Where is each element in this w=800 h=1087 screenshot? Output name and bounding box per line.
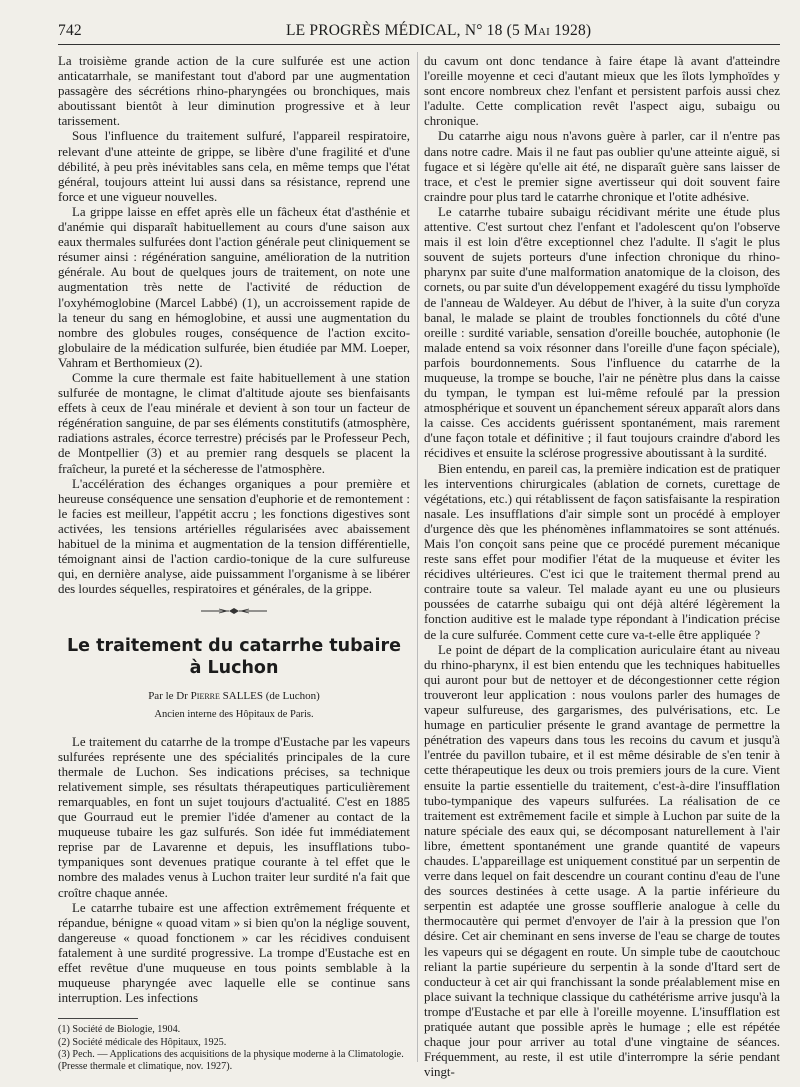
section-ornament [58,605,410,615]
article-title [58,635,410,679]
paragraph: Le catarrhe tubaire subaigu récidivant mérite une étude plus attentive. C'est surtout chez l'enfant et l'adolescent qu'on l'observe mais il est loin d'être exceptionnel chez l'adulte. Il s'agit le plus souvent de sujets porteurs d'une infection chronique du rhino-pharynx par suite d'une malformation anatomique de la cloison, des cornets, ou par suite d'un développement exagéré du tissu lymphoïde de l'anneau de Waldeyer. Au début de l'hiver, à la suite d'un coryza banal, le malade se plaint de troubles fonctionnels du côté d'une oreille : surdité variable, sensation d'oreille bouchée, autophonie (le malade entend sa voix résonner dans l'oreille d'une façon spéciale), parfois bourdonnements. Sous l'influence du catarrhe de la muqueuse, la trompe se bouche, l'air ne pénètre plus dans la caisse du tympan, le tympan est lui-même refoulé par la pression atmosphérique et souvent un épanchement séreux apparaît alors dans la caisse. Ces accidents guérissent spontanément, mais rarement d'une façon totale et définitive ; il faut toujours craindre d'abord les récidives et ensuite la sclérose progressive aboutissant à la surdité. [424,204,780,461]
footnote: (2) Société médicale des Hôpitaux, 1925. [58,1036,227,1048]
paragraph: Sous l'influence du traitement sulfuré, l'appareil respiratoire, relevant d'une atteinte de grippe, se libère d'une fragilité et d'une débilité, à peu près inévitables sans cela, en même temps que l'état général, toujours atteint lui aussi dans sa résistance, reprend une force et une vigueur nouvelles. [58,129,410,204]
page-number: 742 [58,22,82,39]
paragraph: La grippe laisse en effet après elle un fâcheux état d'asthénie et d'anémie qui disparaît habituellement au cours d'une saison aux eaux thermales sulfurées dont l'action générale peut cliniquement se résumer ainsi : régénération sanguine, amélioration de la nutrition générale. Au bout de quelques jours de traitement, on note une augmentation très nette de l'activité de réduction de l'oxyhémoglobine (Marcel Labbé) (1), un accroissement rapide de la teneur du sang en hémoglobine, et aussi une augmentation du nombre des globules rouges, conséquence de l'action excito-globulaire de la médication sulfurée, bien étudiée par MM. Loeper, Vahram et Berthomieux (2). [58,204,410,370]
footnotes [58,1024,410,1074]
paragraph: L'accélération des échanges organiques a pour première et heureuse conséquence une sensation d'euphorie et de remontement : le facies est meilleur, l'appétit accru ; les fonctions digestives sont activées, les tensions artérielles régularisées avec abaissement habituel de la minima et augmentation de la tension différentielle, témoignant ainsi de l'action cardio-tonique de la cure sulfureuse qui, en dernière analyse, aide puissamment l'organisme à se libérer des lourdes séquelles, respiratoires et générales, de la grippe. [58,476,410,597]
page-header [58,22,780,44]
byline-suffix: (de Luchon) [265,690,320,703]
article-title-line2: à Luchon [189,658,279,679]
right-column [424,54,780,1080]
author-affiliation: Ancien interne des Hôpitaux de Paris. [154,709,314,721]
left-column [58,54,410,1074]
paragraph: du cavum ont donc tendance à faire étape là avant d'atteindre l'oreille moyenne et ceci d'autant mieux que les îlots lymphoïdes y sont encore nombreux chez l'enfant et persistent parfois aussi chez l'adulte. Cette complication revêt l'aspect aigu, subaigu ou chronique. [424,54,780,129]
footnote-rule [58,1018,138,1019]
paragraph: Le point de départ de la complication auriculaire étant au niveau du rhino-pharynx, il est bien entendu que les techniques habituelles qui auront pour but de nettoyer et de décongestionner cette région trouveront leur application : nous voulons parler des humages de vapeur sulfureuse, des gargarismes, des pulvérisations, etc. Le humage en particulier présente le grand avantage de permettre la pénétration des vapeurs dans tous les recoins du cavum et jusqu'à l'entrée du pavillon tubaire, et il est même désirable de s'en tenir à cette thérapeutique les deux ou trois premiers jours de la cure. Vient ensuite la partie essentielle du traitement, c'est-à-dire l'insufflation tubo-tympanique des vapeurs sulfurées. La réalisation de ce traitement est extrêmement facile et simple à Luchon par suite de la nature spéciale des eaux qui, se décomposant naturellement à l'air libre, émettent spontanément une grande quantité de vapeurs chaudes. L'appareillage est uniquement constitué par un serpentin de verre dans lequel on fait descendre un courant continu d'eau de l'une des sources destinées à cette usage. A la partie inférieure du serpentin est adaptée une grosse soufflerie analogue à celle du thermocautère qui permet d'envoyer de l'air à la pression que l'on désire. Cet air cheminant en sens inverse de l'eau se charge de toutes les vapeurs qui se dégagent en route. Un simple tube de caoutchouc reliant la partie supérieure du serpentin à la sonde d'Itard sert de conducteur à cet air qui franchissant la sonde préalablement mise en place suivant la technique classique du cathétérisme arrive jusqu'à la trompe d'Eustache et par elle à l'oreille moyenne. L'insufflation est pratiquée autant que possible après le humage ; elle est répétée chaque jour pour arriver au total d'une vingtaine de séances. Fréquemment, au reste, il est utile d'interrompre la série pendant vingt- [424,642,780,1080]
footnote: (3) Pech. — Applications des acquisitions de la physique moderne à la Climatologie. (Presse thermale et climatique, nov. 1927). [58,1049,404,1073]
paragraph: Le traitement du catarrhe de la trompe d'Eustache par les vapeurs sulfurées représente une des spécialités principales de la cure thermale de Luchon. Ses indications précises, sa technique relativement simple, ses résultats thérapeutiques particulièrement remarquables, en font un sujet toujours d'actualité. C'est en 1885 que Gourraud eut le premier l'idée d'amener au contact de la muqueuse tubaire les gaz sulfurés. Son idée fut immédiatement reprise par de Lavarenne et depuis, les insufflations tubo-tympaniques sont devenues pratique courante à tel effet que le nombre des malades venus à Luchon traiter leur surdité n'a fait que croître chaque année. [58,734,410,900]
paragraph: Du catarrhe aigu nous n'avons guère à parler, car il n'entre pas dans notre cadre. Mais il ne faut pas oublier qu'une atteinte aiguë, si fugace et si légère qu'elle ait été, ne disparaît guère sans laisser de trace, et c'est le premier signe avertisseur qui doit souvent faire craindre pour plus tard le catarrhe chronique et l'otite adhésive. [424,129,780,204]
paragraph: La troisième grande action de la cure sulfurée est une action anticatarrhale, se manifestant tout d'abord par une augmentation passagère des sécrétions rhino-pharyngées ou bronchiques, mais aboutissant bientôt à leur diminution progressive et à leur tarissement. [58,54,410,129]
running-title: LE PROGRÈS MÉDICAL, N° 18 (5 Mai 1928) [286,22,592,39]
ornament-flourish-icon [199,606,269,616]
byline [58,689,410,704]
byline-prefix: Par le Dr [148,690,188,703]
paragraph: Le catarrhe tubaire est une affection extrêmement fréquente et répandue, bénigne « quoad vitam » si bien qu'on la néglige souvent, dangereuse « quoad fonctionem » car les récidives conduisent fatalement à une surdité progressive. La trompe d'Eustache est en effet revêtue d'une muqueuse en tous points semblable à la muqueuse pharyngée avec laquelle elle se continue sans interruption. Les infections [58,900,410,1006]
author-name: Pierre SALLES [190,690,263,703]
paragraph: Bien entendu, en pareil cas, la première indication est de pratiquer les interventions chirurgicales (ablation de cornets, curettage de végétations, etc.) qui rétablissent de façon satisfaisante la respiration nasale. Les insufflations d'air simple sont un procédé à employer d'urgence dès que les phénomènes inflammatoires se sont atténués. Mais l'on conçoit sans peine que ce procédé purement mécanique reste sans effet pour modifier l'état de la muqueuse et éviter les récidives ultérieures. C'est ici que le traitement thermal prend au contraire toute sa valeur. Tel malade ayant eu une ou plusieurs poussées de catarrhe subaigu qui ont déjà altéré légèrement la fonction auditive est le malade type répondant à l'indication précise de la cure sulfurée. Comment cette cure va-t-elle être appliquée ? [424,461,780,642]
header-rule [58,44,780,45]
article-title-line1: Le traitement du catarrhe tubaire [67,636,401,657]
paragraph: Comme la cure thermale est faite habituellement à une station sulfurée de montagne, le climat d'altitude ajoute ses bienfaisants effets à ceux de l'eau minérale et devient à son tour un facteur de régénération sanguine, de par ses éléments constitutifs (atmosphère, radiations astrales, écorce terrestre) précisés par le Professeur Pech, de Montpellier (3) et au premier rang desquels se placent la fraîcheur, la pureté et la sécheresse de l'atmosphère. [58,370,410,476]
column-divider [417,52,418,1062]
footnote: (1) Société de Biologie, 1904. [58,1024,181,1036]
